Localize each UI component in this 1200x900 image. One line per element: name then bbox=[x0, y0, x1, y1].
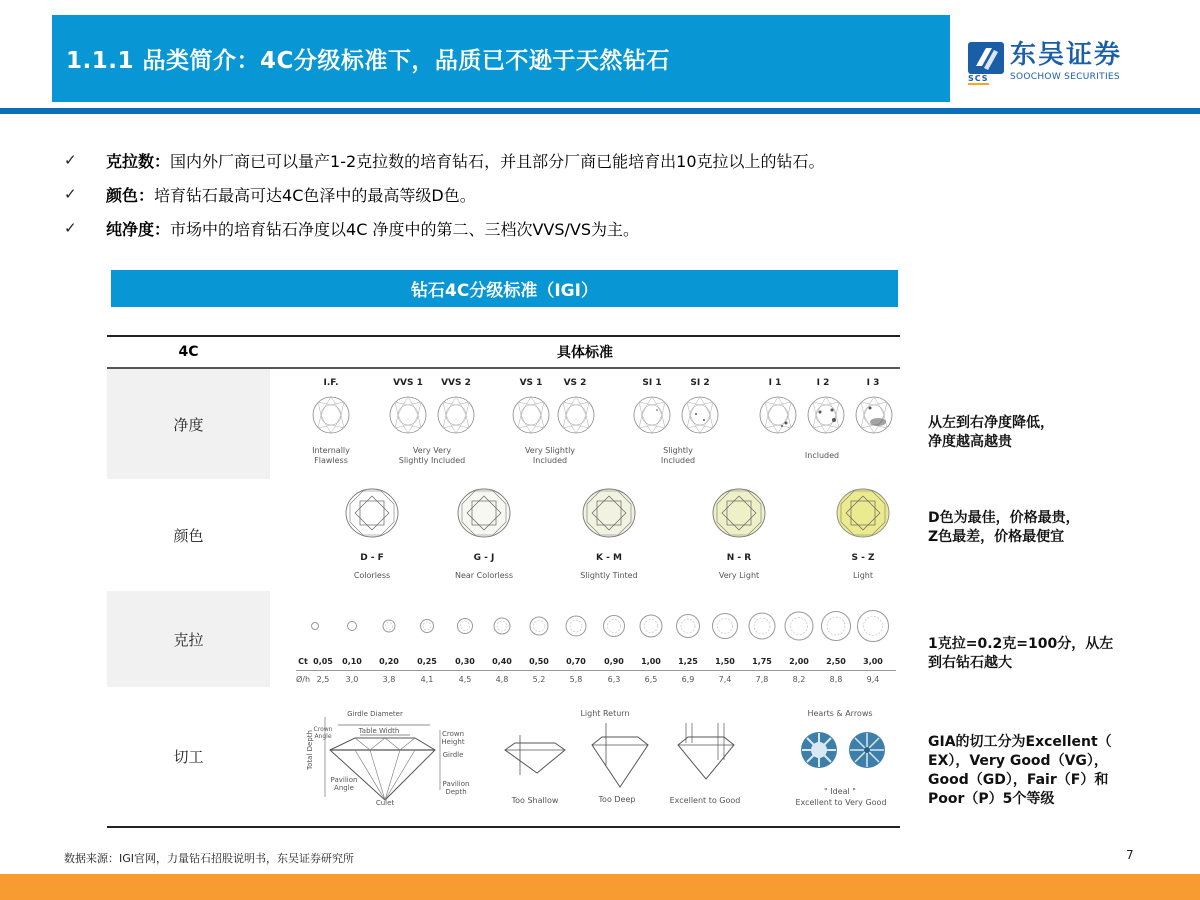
ct-value: 0,70 bbox=[566, 657, 586, 666]
logo-cn-name: 东吴证券 bbox=[1010, 40, 1123, 70]
bullet-key: 纯净度： bbox=[106, 219, 171, 239]
ct-value: 0,20 bbox=[379, 657, 399, 666]
header-rule bbox=[0, 108, 1200, 114]
bullet-clarity bbox=[64, 211, 825, 245]
grade-label: VVS 2 bbox=[441, 378, 471, 388]
bullet-text: 国内外厂商已可以量产1-2克拉数的培育钻石，并且部分厂商已能培育出10克拉以上的钻石。 bbox=[170, 151, 825, 171]
grade-label: SI 1 bbox=[642, 378, 662, 388]
check-icon: ✓ bbox=[64, 219, 77, 237]
mm-value: 8,8 bbox=[829, 675, 843, 684]
culet-label: Culet bbox=[375, 799, 395, 807]
mm-value: 4,5 bbox=[458, 675, 472, 684]
ct-value: 0,30 bbox=[455, 657, 475, 666]
note-carat: 1克拉=0.2克=100分，从左 到右钻石越大 bbox=[928, 636, 1114, 671]
grade-label: SI 2 bbox=[690, 378, 710, 388]
mm-label: Ø/h bbox=[296, 675, 311, 684]
grade-label: I 1 bbox=[768, 378, 782, 388]
logo-en-name: SOOCHOW SECURITIES bbox=[1010, 72, 1120, 82]
color-desc: Light bbox=[853, 571, 873, 580]
color-range: D - F bbox=[360, 553, 384, 563]
ct-value: 0,05 bbox=[313, 657, 333, 666]
color-desc: Slightly Tinted bbox=[580, 571, 638, 580]
note-cut: GIA的切工分为Excellent（ EX），Very Good（VG）， Good（GD），Fair（F）和 Poor（P）5个等级 bbox=[928, 734, 1112, 807]
mm-value: 3,8 bbox=[382, 675, 396, 684]
mm-value: 6,3 bbox=[607, 675, 621, 684]
mm-value: 8,2 bbox=[792, 675, 806, 684]
ct-value: 1,00 bbox=[641, 657, 661, 666]
bullet-key: 克拉数： bbox=[106, 151, 171, 171]
title-bar bbox=[52, 15, 950, 102]
data-source: 数据来源：IGI官网，力量钻石招股说明书，东吴证券研究所 bbox=[64, 852, 355, 865]
bullet-text: 培育钻石最高可达4C色泽中的最高等级D色。 bbox=[154, 185, 476, 205]
too-shallow-label: Too Shallow bbox=[511, 796, 559, 805]
bullet-carat bbox=[64, 143, 825, 177]
ct-value: 0,50 bbox=[529, 657, 549, 666]
check-icon: ✓ bbox=[64, 185, 77, 203]
mm-value: 7,8 bbox=[755, 675, 769, 684]
color-desc: Very Light bbox=[718, 571, 760, 580]
pavilion-depth-label: Pavilion Depth bbox=[442, 780, 470, 796]
grade-label: I.F. bbox=[323, 378, 339, 388]
mm-value: 4,8 bbox=[495, 675, 509, 684]
table-rule-bottom bbox=[107, 826, 900, 828]
mm-value: 9,4 bbox=[866, 675, 880, 684]
footer-bar bbox=[0, 874, 1200, 900]
note-clarity: 从左到右净度降低， 净度越高越贵 bbox=[928, 415, 1054, 450]
grade-label: VS 2 bbox=[563, 378, 587, 388]
mm-value: 6,5 bbox=[644, 675, 658, 684]
bullet-text: 市场中的培育钻石净度以4C 净度中的第二、三档次VVS/VS为主。 bbox=[170, 219, 639, 239]
bullet-key: 颜色： bbox=[106, 185, 155, 205]
excellent-to-very-good-label: Excellent to Very Good bbox=[795, 798, 887, 807]
ideal-label: " Ideal " bbox=[824, 787, 856, 796]
mm-value: 6,9 bbox=[681, 675, 695, 684]
ct-value: 2,00 bbox=[789, 657, 809, 666]
caption: Internally Flawless bbox=[312, 446, 350, 465]
ct-value: 1,75 bbox=[752, 657, 772, 666]
ct-value: 0,90 bbox=[604, 657, 624, 666]
row-label-carat: 克拉 bbox=[107, 591, 270, 687]
row-label-cut: 切工 bbox=[173, 748, 204, 766]
caption: Very Very Slightly Included bbox=[398, 446, 466, 465]
note-color: D色为最佳，价格最贵， Z色最差，价格最便宜 bbox=[928, 510, 1080, 545]
grade-label: VS 1 bbox=[519, 378, 543, 388]
bullet-color bbox=[64, 177, 825, 211]
page-title: 1.1.1 品类简介：4C分级标准下，品质已不逊于天然钻石 bbox=[66, 48, 670, 74]
ct-value: 3,00 bbox=[863, 657, 883, 666]
carat-diamonds-icon bbox=[296, 605, 900, 645]
ct-value: 1,25 bbox=[678, 657, 698, 666]
carat-divider bbox=[296, 670, 896, 671]
mm-value: 3,0 bbox=[345, 675, 359, 684]
grade-label: I 3 bbox=[866, 378, 880, 388]
pavilion-angle-label: Pavilion Angle bbox=[330, 776, 358, 792]
scs-logo-icon bbox=[968, 42, 1004, 74]
color-desc: Colorless bbox=[353, 571, 391, 580]
ct-value: 0,25 bbox=[417, 657, 437, 666]
ct-value: 0,10 bbox=[342, 657, 362, 666]
row-label-color: 颜色 bbox=[173, 526, 204, 545]
grade-label: I 2 bbox=[816, 378, 830, 388]
table-width-label: Table Width bbox=[358, 727, 400, 735]
crown-angle-label: Crown Angle bbox=[313, 726, 333, 740]
too-deep-label: Too Deep bbox=[598, 795, 636, 804]
ct-value: 2,50 bbox=[826, 657, 846, 666]
table-header-4c: 4C bbox=[178, 344, 199, 360]
mm-value: 7,4 bbox=[718, 675, 732, 684]
mm-value: 2,5 bbox=[316, 675, 330, 684]
ct-value: 0,40 bbox=[492, 657, 512, 666]
color-range: S - Z bbox=[851, 553, 875, 563]
color-range: G - J bbox=[473, 553, 495, 563]
page-number: 7 bbox=[1126, 848, 1134, 862]
clarity-diamonds-icon bbox=[296, 390, 900, 440]
caption: Very Slightly Included bbox=[524, 446, 576, 465]
mm-value: 5,2 bbox=[532, 675, 546, 684]
color-range: K - M bbox=[596, 553, 622, 563]
check-icon: ✓ bbox=[64, 151, 77, 169]
ct-value: 1,50 bbox=[715, 657, 735, 666]
logo-abbr: SCS bbox=[968, 74, 989, 83]
hearts-arrows-label: Hearts & Arrows bbox=[807, 709, 873, 718]
girdle-label: Girdle bbox=[442, 751, 464, 759]
row-label-clarity: 净度 bbox=[107, 369, 270, 479]
total-depth-label: Total Depth bbox=[306, 730, 314, 770]
color-range: N - R bbox=[726, 553, 752, 563]
light-return-label: Light Return bbox=[580, 709, 630, 718]
mm-value: 5,8 bbox=[569, 675, 583, 684]
bullet-list bbox=[64, 143, 825, 245]
excellent-to-good-label: Excellent to Good bbox=[669, 796, 741, 805]
grade-label: VVS 1 bbox=[393, 378, 423, 388]
color-diamonds-icon bbox=[296, 486, 900, 542]
table-header-standard: 具体标准 bbox=[557, 345, 613, 361]
girdle-diameter-label: Girdle Diameter bbox=[347, 710, 403, 718]
caption: Included bbox=[804, 451, 840, 460]
soochow-logo bbox=[968, 40, 1158, 88]
caption: Slightly Included bbox=[660, 446, 696, 465]
mm-value: 4,1 bbox=[420, 675, 434, 684]
color-desc: Near Colorless bbox=[454, 571, 513, 580]
ct-label: Ct bbox=[298, 657, 308, 666]
table-banner: 钻石4C分级标准（IGI） bbox=[111, 270, 898, 307]
crown-height-label: Crown Height bbox=[441, 730, 465, 746]
